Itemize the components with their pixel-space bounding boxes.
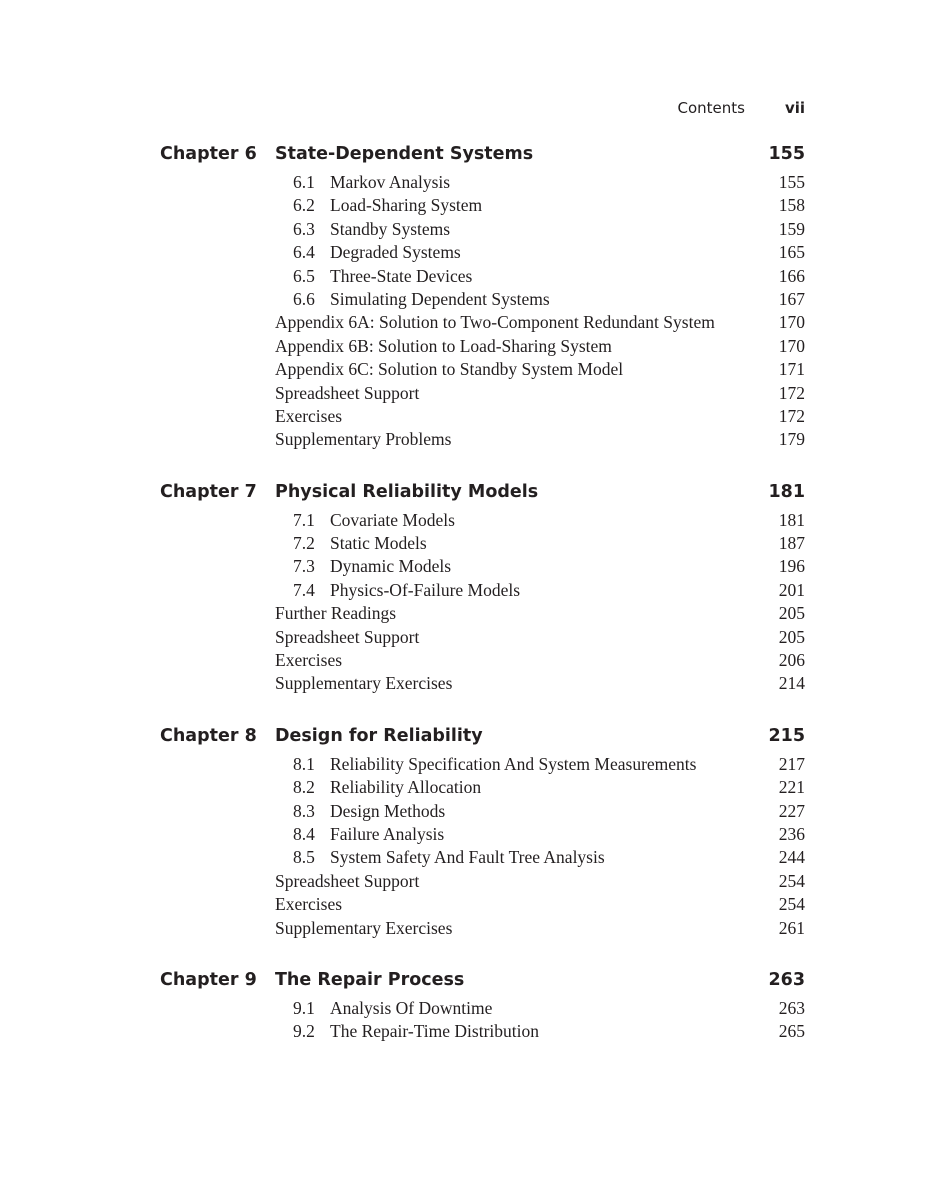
running-header-page-number: vii	[784, 99, 805, 117]
section-entry[interactable]	[160, 753, 805, 776]
entry-page-number: 236	[778, 823, 805, 844]
entry-page-number: 261	[778, 917, 805, 938]
section-number: 6.1	[293, 172, 315, 192]
section-entry[interactable]	[160, 288, 805, 311]
chapter-title: State-Dependent Systems	[275, 144, 534, 164]
entry-page-number: 214	[778, 673, 805, 694]
chapter-heading[interactable]	[160, 140, 805, 168]
section-number: 8.3	[293, 800, 315, 821]
entry-title: Load-Sharing System	[330, 195, 483, 216]
section-number: 8.5	[293, 847, 315, 868]
chapter-heading[interactable]	[160, 722, 805, 750]
entry-page-number: 155	[778, 172, 805, 192]
backmatter-entry[interactable]	[160, 870, 805, 893]
entry-page-number: 181	[778, 509, 805, 530]
chapter-entries	[160, 753, 805, 940]
entry-title: System Safety And Fault Tree Analysis	[330, 847, 605, 868]
entry-title: Appendix 6B: Solution to Load-Sharing System	[275, 335, 612, 356]
backmatter-entry[interactable]	[160, 602, 805, 625]
table-of-contents	[160, 140, 805, 1070]
chapter-entries	[160, 509, 805, 696]
section-number: 8.4	[293, 823, 315, 844]
section-number: 7.3	[293, 556, 315, 577]
section-entry[interactable]	[160, 823, 805, 846]
entry-title: Reliability Specification And System Measurements	[330, 753, 697, 774]
entry-page-number: 172	[778, 405, 805, 426]
section-entry[interactable]	[160, 1020, 805, 1043]
entry-title: Failure Analysis	[330, 823, 445, 844]
entry-page-number: 196	[778, 556, 805, 577]
entry-title: Further Readings	[275, 603, 397, 624]
section-entry[interactable]	[160, 997, 805, 1020]
chapter-label: Chapter 8	[160, 725, 257, 746]
entry-title: Exercises	[275, 405, 343, 426]
entry-title: Degraded Systems	[330, 242, 461, 263]
backmatter-entry[interactable]	[160, 335, 805, 358]
entry-page-number: 254	[778, 894, 805, 915]
section-entry[interactable]	[160, 579, 805, 602]
section-entry[interactable]	[160, 265, 805, 288]
entry-page-number: 170	[778, 335, 805, 356]
entry-page-number: 205	[778, 626, 805, 647]
entry-page-number: 217	[778, 753, 805, 774]
chapter-heading[interactable]	[160, 478, 805, 506]
entry-title: Markov Analysis	[330, 172, 451, 192]
section-number: 9.2	[293, 1021, 315, 1042]
entry-title: Physics-Of-Failure Models	[330, 579, 521, 600]
entry-title: Appendix 6A: Solution to Two-Component Redundant System	[275, 312, 715, 333]
chapter-block	[160, 722, 805, 940]
section-entry[interactable]	[160, 800, 805, 823]
entry-page-number: 244	[778, 847, 805, 868]
section-number: 8.1	[293, 753, 315, 774]
running-header-title: Contents	[677, 99, 745, 117]
entry-page-number: 172	[778, 382, 805, 403]
chapter-page-number: 181	[768, 481, 805, 502]
section-entry[interactable]	[160, 532, 805, 555]
section-entry[interactable]	[160, 194, 805, 217]
backmatter-entry[interactable]	[160, 311, 805, 334]
entry-page-number: 170	[778, 312, 805, 333]
chapter-title: Design for Reliability	[275, 725, 483, 746]
entry-page-number: 254	[778, 870, 805, 891]
entry-page-number: 205	[778, 603, 805, 624]
entry-page-number: 227	[778, 800, 805, 821]
section-number: 7.4	[293, 579, 315, 600]
entry-title: Analysis Of Downtime	[330, 997, 493, 1018]
chapter-page-number: 215	[768, 725, 805, 746]
section-entry[interactable]	[160, 218, 805, 241]
entry-page-number: 221	[778, 777, 805, 798]
section-entry[interactable]	[160, 846, 805, 869]
chapter-block	[160, 478, 805, 696]
entry-page-number: 263	[778, 997, 805, 1018]
chapter-block	[160, 966, 805, 1044]
backmatter-entry[interactable]	[160, 917, 805, 940]
entry-page-number: 171	[778, 359, 805, 380]
entry-title: Spreadsheet Support	[275, 626, 420, 647]
entry-page-number: 165	[778, 242, 805, 263]
entry-page-number: 179	[778, 429, 805, 450]
section-entry[interactable]	[160, 171, 805, 194]
entry-title: Exercises	[275, 650, 343, 671]
entry-title: Spreadsheet Support	[275, 870, 420, 891]
chapter-block	[160, 140, 805, 452]
entry-title: Exercises	[275, 894, 343, 915]
section-number: 6.5	[293, 265, 315, 286]
chapter-page-number: 155	[768, 144, 805, 164]
backmatter-entry[interactable]	[160, 358, 805, 381]
chapter-page-number: 263	[768, 969, 805, 990]
chapter-label: Chapter 9	[160, 969, 257, 990]
section-number: 7.1	[293, 509, 315, 530]
chapter-entries	[160, 171, 805, 452]
backmatter-entry[interactable]	[160, 672, 805, 695]
section-number: 6.3	[293, 218, 315, 239]
section-entry[interactable]	[160, 241, 805, 264]
backmatter-entry[interactable]	[160, 893, 805, 916]
chapter-title: Physical Reliability Models	[275, 481, 539, 502]
backmatter-entry[interactable]	[160, 626, 805, 649]
entry-title: Supplementary Problems	[275, 429, 452, 450]
entry-title: Three-State Devices	[330, 265, 473, 286]
backmatter-entry[interactable]	[160, 428, 805, 451]
entry-title: The Repair-Time Distribution	[330, 1021, 539, 1042]
chapter-title: The Repair Process	[275, 969, 465, 990]
backmatter-entry[interactable]	[160, 382, 805, 405]
backmatter-entry[interactable]	[160, 649, 805, 672]
section-number: 7.2	[293, 533, 315, 554]
section-number: 6.6	[293, 288, 315, 309]
entry-title: Standby Systems	[330, 218, 451, 239]
section-number: 9.1	[293, 997, 315, 1018]
section-entry[interactable]	[160, 776, 805, 799]
entry-page-number: 158	[778, 195, 805, 216]
entry-page-number: 201	[778, 579, 805, 600]
section-number: 6.4	[293, 242, 315, 263]
section-number: 6.2	[293, 195, 315, 216]
entry-page-number: 159	[778, 218, 805, 239]
entry-page-number: 265	[778, 1021, 805, 1042]
entry-title: Reliability Allocation	[330, 777, 482, 798]
chapter-label: Chapter 7	[160, 481, 257, 502]
section-number: 8.2	[293, 777, 315, 798]
chapter-label: Chapter 6	[160, 144, 257, 164]
entry-title: Dynamic Models	[330, 556, 452, 577]
entry-title: Appendix 6C: Solution to Standby System Model	[275, 359, 624, 380]
backmatter-entry[interactable]	[160, 405, 805, 428]
section-entry[interactable]	[160, 509, 805, 532]
section-entry[interactable]	[160, 555, 805, 578]
entry-page-number: 206	[778, 650, 805, 671]
entry-page-number: 166	[778, 265, 805, 286]
entry-page-number: 167	[778, 288, 805, 309]
entry-page-number: 187	[778, 533, 805, 554]
entry-title: Simulating Dependent Systems	[330, 288, 550, 309]
entry-title: Supplementary Exercises	[275, 673, 453, 694]
chapter-heading[interactable]	[160, 966, 805, 994]
entry-title: Covariate Models	[330, 509, 455, 530]
entry-title: Spreadsheet Support	[275, 382, 420, 403]
entry-title: Supplementary Exercises	[275, 917, 453, 938]
entry-title: Design Methods	[330, 800, 446, 821]
entry-title: Static Models	[330, 533, 427, 554]
chapter-entries	[160, 997, 805, 1044]
running-header	[160, 99, 805, 119]
